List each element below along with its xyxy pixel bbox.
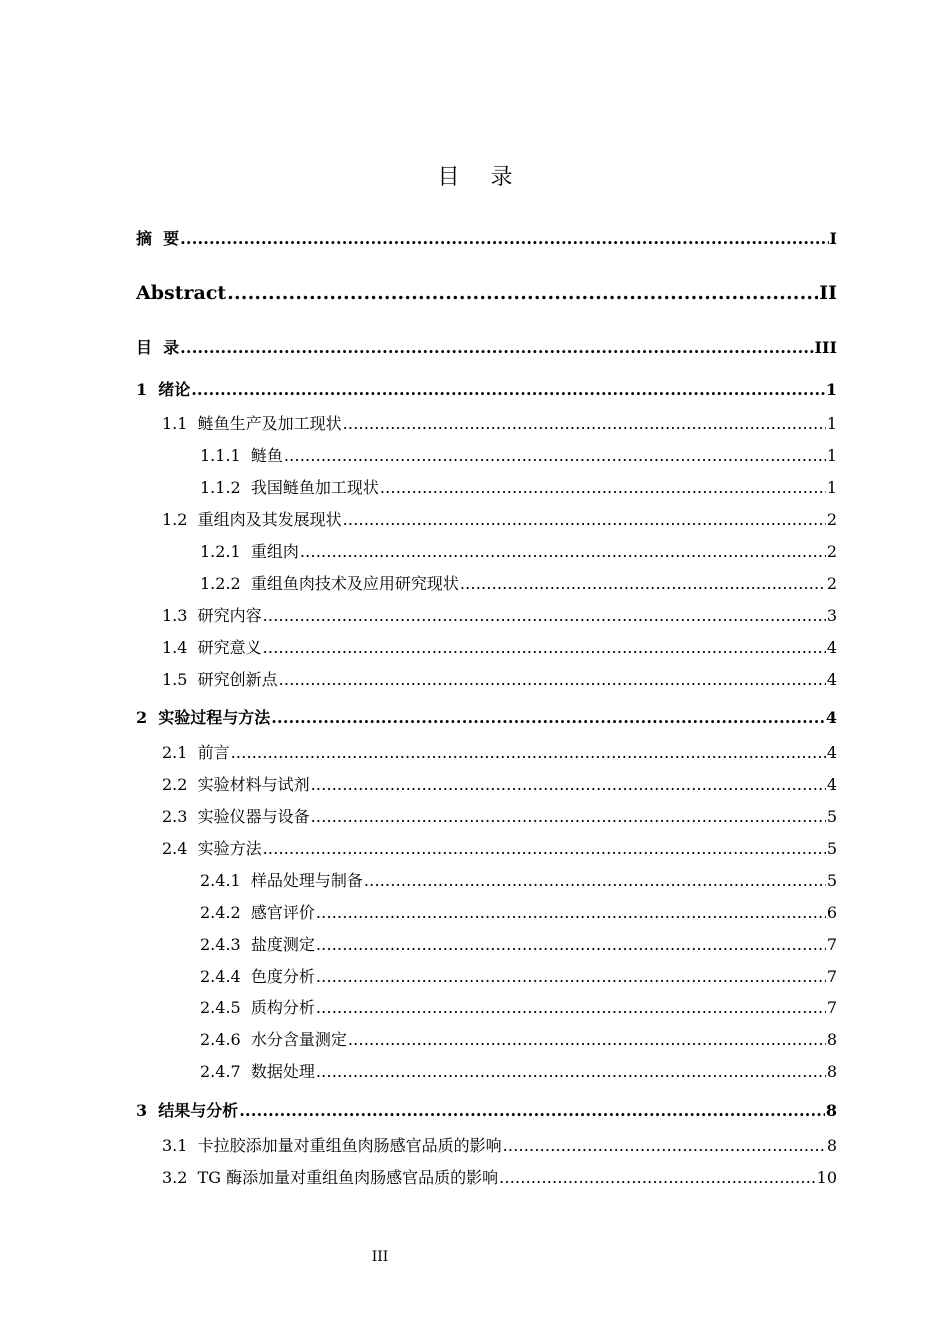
toc-entry-page-number: 7	[826, 998, 837, 1017]
dot-leader	[348, 1028, 826, 1052]
toc-entry[interactable]	[0, 741, 950, 765]
dot-leader	[364, 869, 826, 893]
toc-entry-page-number: 7	[826, 935, 837, 954]
dot-leader	[180, 336, 813, 360]
toc-entry-label: 2.4 实验方法	[162, 839, 262, 858]
toc-entry-label: 2.1 前言	[162, 743, 230, 762]
toc-entry[interactable]	[0, 636, 950, 660]
dot-leader	[311, 773, 826, 797]
toc-entry[interactable]	[0, 1134, 950, 1158]
toc-entry[interactable]	[0, 805, 950, 829]
toc-entry[interactable]	[0, 869, 950, 893]
toc-entry-label: 3.2 TG 酶添加量对重组鱼肉肠感官品质的影响	[162, 1168, 499, 1187]
toc-entry[interactable]	[0, 837, 950, 861]
footer-page-number: III	[371, 1249, 389, 1265]
dot-leader	[271, 706, 825, 730]
toc-entry-label: 2.4.5 质构分析	[200, 998, 315, 1017]
toc-entry-label: 2.4.7 数据处理	[200, 1062, 315, 1081]
dot-leader	[499, 1166, 815, 1190]
toc-entry-label: 2 实验过程与方法	[136, 708, 271, 727]
toc-entry[interactable]	[0, 508, 950, 532]
toc-entry[interactable]	[0, 1166, 950, 1190]
dot-leader	[316, 996, 826, 1020]
toc-entry-page-number: 2	[826, 510, 837, 529]
toc-entry-page-number: 1	[826, 414, 837, 433]
toc-entry[interactable]	[0, 378, 950, 402]
dot-leader	[380, 476, 826, 500]
dot-leader	[231, 741, 826, 765]
toc-entry[interactable]	[0, 668, 950, 692]
toc-entry-page-number: 4	[826, 743, 837, 762]
toc-entry-page-number: 4	[826, 670, 837, 689]
toc-entry[interactable]	[0, 1028, 950, 1052]
toc-entry-label: 1.2.1 重组肉	[200, 542, 299, 561]
toc-entry-label: 目 录	[136, 338, 180, 357]
dot-leader	[263, 604, 826, 628]
toc-entry-label: 1.2.2 重组鱼肉技术及应用研究现状	[200, 574, 459, 593]
toc-entry-label: 1 绪论	[136, 380, 191, 399]
toc-entry[interactable]	[0, 706, 950, 730]
toc-entry-page-number: 10	[816, 1168, 837, 1187]
toc-entry-label: 2.4.1 样品处理与制备	[200, 871, 363, 890]
toc-entry-page-number: III	[814, 338, 837, 357]
dot-leader	[460, 572, 826, 596]
toc-entry-page-number: 8	[826, 1062, 837, 1081]
toc-entry-page-number: 3	[826, 606, 837, 625]
dot-leader	[284, 444, 826, 468]
dot-leader	[300, 540, 826, 564]
toc-entry-page-number: 8	[825, 1101, 837, 1120]
toc-entry-label: 3.1 卡拉胶添加量对重组鱼肉肠感官品质的影响	[162, 1136, 502, 1155]
page-title: 目 录	[437, 165, 525, 190]
toc-entry-label: 2.4.2 感官评价	[200, 903, 315, 922]
toc-entry[interactable]	[0, 281, 950, 305]
toc-entry-page-number: 8	[826, 1136, 837, 1155]
dot-leader	[316, 901, 826, 925]
toc-entry-page-number: 7	[826, 967, 837, 986]
toc-entry-page-number: 6	[826, 903, 837, 922]
toc-entry-label: 2.4.3 盐度测定	[200, 935, 315, 954]
toc-entry-page-number: 5	[826, 839, 837, 858]
dot-leader	[316, 1060, 826, 1084]
toc-entry-page-number: 5	[826, 871, 837, 890]
toc-entry-label: 1.1.2 我国鲢鱼加工现状	[200, 478, 379, 497]
toc-entry[interactable]	[0, 227, 950, 251]
toc-entry[interactable]	[0, 572, 950, 596]
toc-entry-page-number: I	[829, 229, 837, 248]
toc-entry-page-number: 4	[826, 638, 837, 657]
toc-entry-label: 摘 要	[136, 229, 180, 248]
dot-leader	[316, 965, 826, 989]
dot-leader	[239, 1099, 825, 1123]
toc-entry[interactable]	[0, 933, 950, 957]
toc-entry[interactable]	[0, 412, 950, 436]
toc-entry-page-number: 1	[825, 380, 837, 399]
dot-leader	[180, 227, 828, 251]
toc-entry[interactable]	[0, 476, 950, 500]
toc-entry-label: 1.1 鲢鱼生产及加工现状	[162, 414, 342, 433]
toc-entry[interactable]	[0, 444, 950, 468]
toc-entry-label: 2.3 实验仪器与设备	[162, 807, 310, 826]
toc-entry-label: 1.5 研究创新点	[162, 670, 278, 689]
toc-entry[interactable]	[0, 1099, 950, 1123]
dot-leader	[503, 1134, 826, 1158]
toc-entry-page-number: 4	[825, 708, 837, 727]
toc-entry[interactable]	[0, 996, 950, 1020]
toc-entry-label: 1.3 研究内容	[162, 606, 262, 625]
toc-entry-label: Abstract	[136, 282, 227, 304]
toc-entry-label: 2.4.4 色度分析	[200, 967, 315, 986]
toc-entry-label: 2.4.6 水分含量测定	[200, 1030, 347, 1049]
toc-entry-page-number: II	[819, 282, 837, 304]
toc-entry[interactable]	[0, 336, 950, 360]
toc-entry-page-number: 2	[826, 574, 837, 593]
dot-leader	[263, 636, 826, 660]
toc-entry[interactable]	[0, 773, 950, 797]
toc-entry[interactable]	[0, 604, 950, 628]
toc-entry-label: 1.2 重组肉及其发展现状	[162, 510, 342, 529]
toc-entry[interactable]	[0, 965, 950, 989]
dot-leader	[343, 412, 826, 436]
toc-entry-page-number: 2	[826, 542, 837, 561]
toc-entry-page-number: 4	[826, 775, 837, 794]
toc-entry[interactable]	[0, 901, 950, 925]
toc-entry-page-number: 1	[826, 446, 837, 465]
toc-entry-label: 1.1.1 鲢鱼	[200, 446, 283, 465]
dot-leader	[311, 805, 826, 829]
toc-entry[interactable]	[0, 540, 950, 564]
toc-entry-page-number: 5	[826, 807, 837, 826]
dot-leader	[227, 281, 818, 305]
toc-entry-page-number: 1	[826, 478, 837, 497]
toc-entry-label: 3 结果与分析	[136, 1101, 239, 1120]
dot-leader	[279, 668, 826, 692]
toc-entry-label: 1.4 研究意义	[162, 638, 262, 657]
dot-leader	[263, 837, 826, 861]
dot-leader	[343, 508, 826, 532]
dot-leader	[191, 378, 825, 402]
toc-entry[interactable]	[0, 1060, 950, 1084]
dot-leader	[316, 933, 826, 957]
toc-entry-page-number: 8	[826, 1030, 837, 1049]
toc-entry-label: 2.2 实验材料与试剂	[162, 775, 310, 794]
